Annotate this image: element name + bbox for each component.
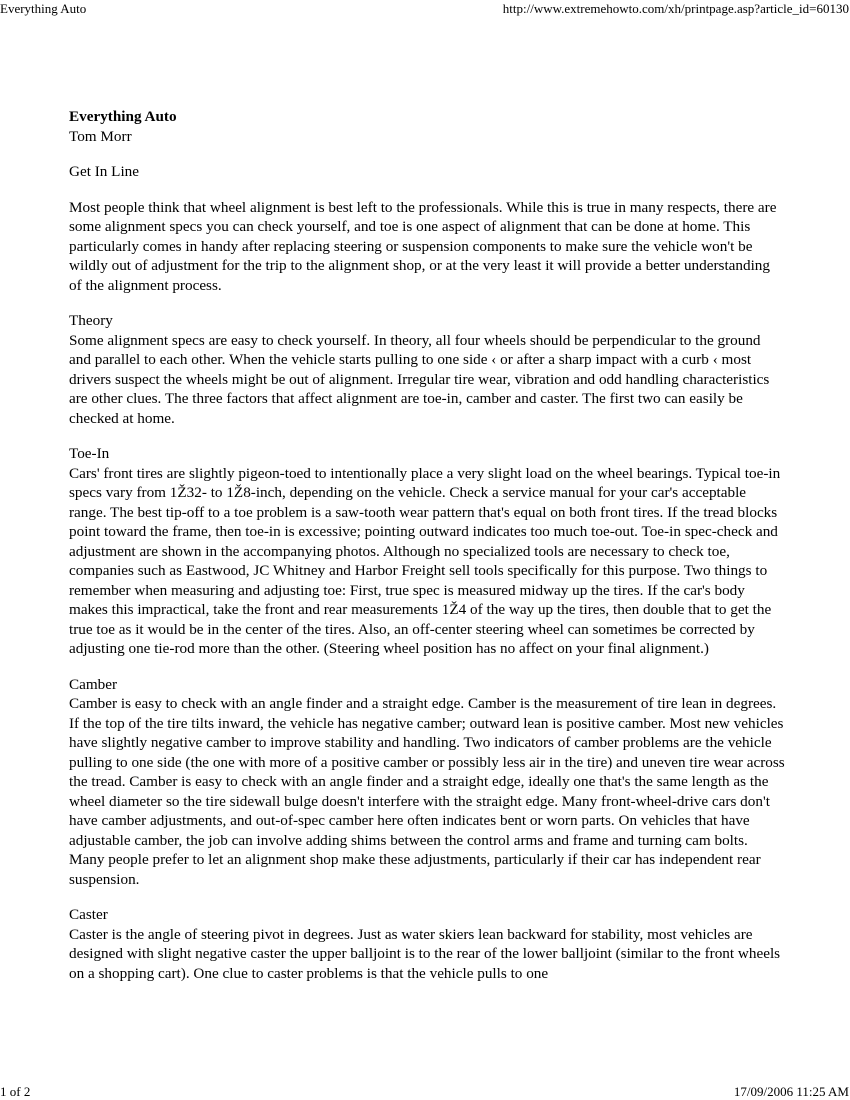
section-heading: Theory	[69, 312, 113, 329]
article-author: Tom Morr	[69, 127, 132, 145]
print-header-url: http://www.extremehowto.com/xh/printpage.asp?article_id=60130	[502, 1, 849, 16]
article	[69, 107, 785, 983]
section-paragraph: Caster is the angle of steering pivot in degrees. Just as water skiers lean backward for stability, most vehicles are designed with slight negative caster the upper balljoint is to the rear of the lower balljoint (similar to the front wheels on a shopping cart). One clue to caster problems is that the vehicle pulls to one	[69, 925, 781, 982]
intro-section	[69, 198, 785, 296]
print-footer	[0, 1084, 850, 1100]
section-paragraph: Camber is easy to check with an angle finder and a straight edge. Camber is the measurement of tire lean in degrees. If the top of the tire tilts inward, the vehicle has negative camber; outward lean is positive camber. Most new vehicles have slightly negative camber to improve stability and handling. Two indicators of camber problems are the vehicle pulling to one side (the one with more of a positive camber or possibly less air in the tire) and uneven tire wear across the tread. Camber is easy to check with an angle finder and a straight edge, ideally one that's the same length as the wheel diameter so the tire sidewall bulge doesn't interfere with the straight edge. Many front-wheel-drive cars don't have camber adjustments, and out-of-spec camber here often indicates bent or worn parts. On vehicles that have adjustable camber, the job can involve adding shims between the control arms and frame and turning cam bolts. Many people prefer to let an alignment shop make these adjustments, particularly if their car has independent rear suspension.	[69, 695, 785, 888]
section-paragraph: Some alignment specs are easy to check yourself. In theory, all four wheels should be perpendicular to the ground and parallel to each other. When the vehicle starts pulling to one side ‹ or after a sharp impact with a curb ‹ most drivers suspect the wheels might be out of alignment. Irregular tire wear, vibration and odd handling characteristics are other clues. The three factors that affect alignment are toe-in, camber and caster. The first two can easily be checked at home.	[69, 331, 770, 427]
intro-paragraph: Most people think that wheel alignment is best left to the professionals. While this is true in many respects, there are some alignment specs you can check yourself, and toe is one aspect of alignment that can be done at home. This particularly comes in handy after replacing steering or suspension components to make sure the vehicle won't be wildly out of adjustment for the trip to the alignment shop, or at the very least it will provide a better understanding of the alignment process.	[69, 198, 777, 294]
print-datetime: 17/09/2006 11:25 AM	[733, 1084, 849, 1099]
section-toe-in	[69, 444, 785, 659]
section-theory	[69, 311, 785, 428]
section-heading: Toe-In	[69, 445, 110, 462]
article-title: Everything Auto	[69, 108, 177, 125]
section-caster	[69, 905, 785, 983]
print-header	[0, 1, 850, 17]
print-header-title: Everything Auto	[0, 1, 87, 16]
section-heading: Camber	[69, 675, 118, 693]
article-subtitle: Get In Line	[69, 163, 140, 180]
section-camber	[69, 675, 785, 890]
section-paragraph: Cars' front tires are slightly pigeon-toed to intentionally place a very slight load on the wheel bearings. Typical toe-in specs vary from 1Ž32- to 1Ž8-inch, depending on the vehicle. Check a service manual for your car's acceptable range. The best tip-off to a toe problem is a saw-tooth wear pattern that's equal on both front tires. If the tread blocks point toward the frame, then toe-in is excessive; pointing outward indicates too much toe-out. Toe-in spec-check and adjustment are shown in the accompanying photos. Although no specialized tools are necessary to check toe, companies such as Eastwood, JC Whitney and Harbor Freight sell tools specifically for this purpose. Two things to remember when measuring and adjusting toe: First, true spec is measured midway up the tires. If the car's body makes this impractical, take the front and rear measurements 1Ž4 of the way up the tires, then double that to get the true toe as it would be in the center of the tires. Also, an off-center steering wheel can sometimes be corrected by adjusting one tie-rod more than the other. (Steering wheel position has no affect on your final alignment.)	[69, 464, 781, 657]
page-number: 1 of 2	[0, 1084, 31, 1099]
section-heading: Caster	[69, 906, 108, 923]
